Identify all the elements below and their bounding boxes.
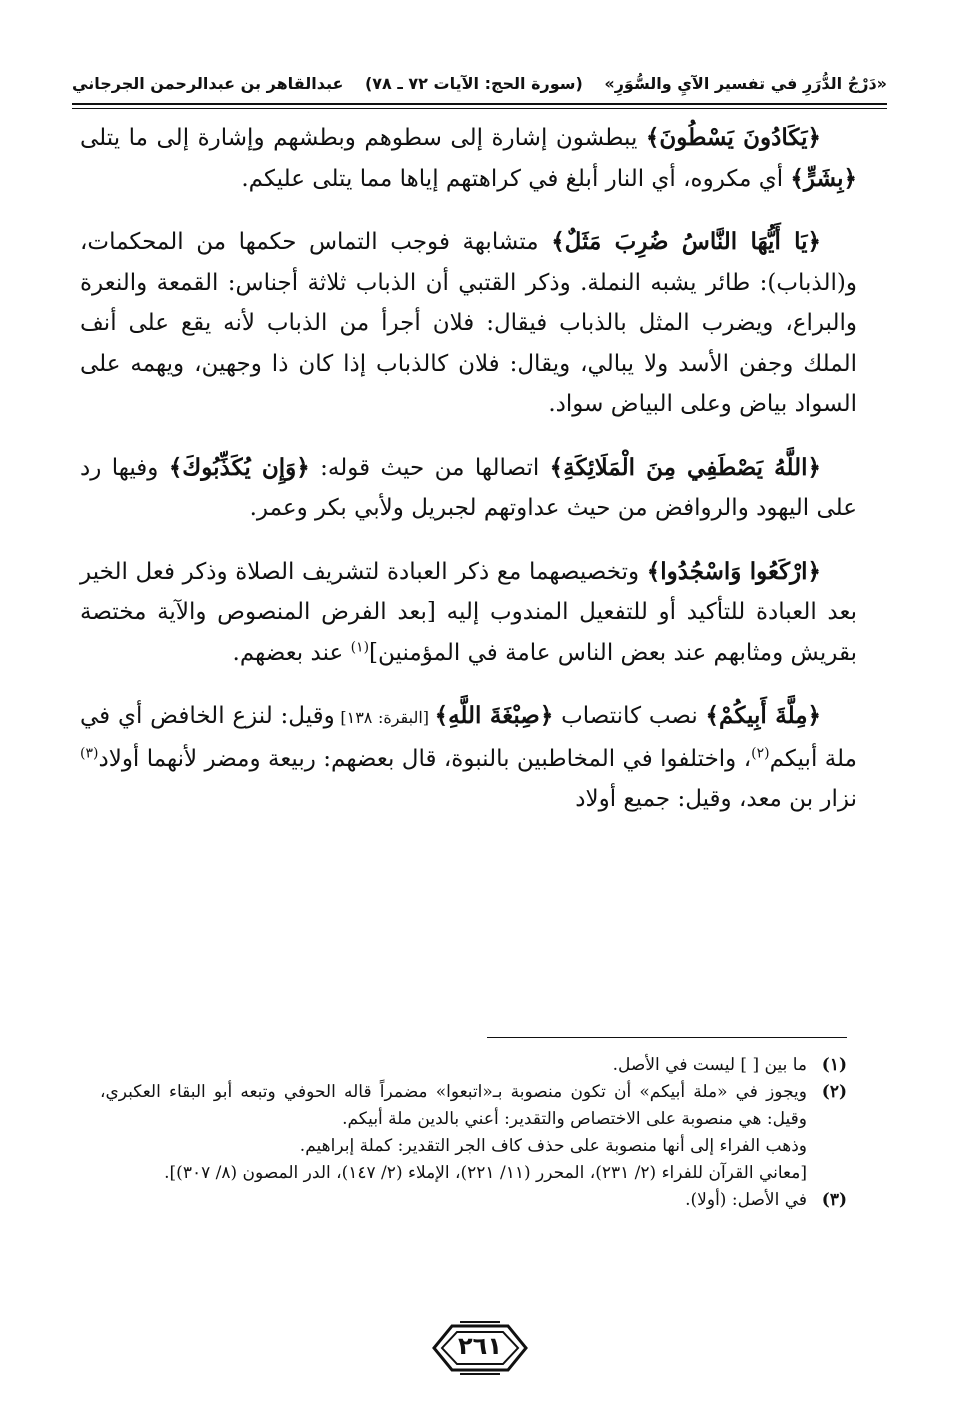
page-number-ornament [430,1320,530,1376]
commentary-text: أي مكروه، أي النار أبلغ في كراهتهم إياها مما يتلى عليكم. [241,165,791,192]
footnote-text [100,1187,807,1214]
footnote-line: ما بين [ ] ليست في الأصل. [612,1055,807,1075]
commentary-text: نصب كانتصاب [553,703,706,729]
header-book-title: «دَرْجُ الدُّرَرِ في تفسير الآيِ والسُّوَرِ» [604,73,887,93]
header-author: عبدالقاهر بن عبدالرحمن الجرجاني [72,73,344,93]
commentary-text: متشابهة فوجب التماس حكمها من المحكمات، و(الذباب): طائر يشبه النملة. وذكر القتبي أن الذباب ثلاثة أجناس: القمعة والنعرة والبراع، ويضرب المثل بالذباب فيقال: فلان أجرأ من الذباب لأنه يقع على أنف الملك وجفن الأسد ولا يبالي، ويقال: فلان كالذباب إذا كان ذا وجهين، ويهمه على السواد بياض وعلى البياض سواد. [80,229,857,417]
footnote-number: (٣) [821,1190,847,1210]
commentary-text: يبطشون إشارة إلى سطوهم وبطشهم وإشارة إلى ما يتلى [80,125,646,151]
quran-quote: ﴿اللَّهُ يَصْطَفِي مِنَ الْمَلَائِكَةِ﴾ [549,453,821,481]
footnote-line: وذهب الفراء إلى أنها منصوبة على حذف كاف الجر التقدير: كملة إبراهيم. [299,1136,807,1156]
footnote-line: في الأصل: (أولا). [685,1190,807,1210]
quran-quote: ﴿ارْكَعُوا وَاسْجُدُوا﴾ [646,557,821,585]
footnote-3 [100,1187,847,1214]
footnote-line: ويجوز في «ملة أبيكم» أن تكون منصوبة بـ«اتبعوا» مضمراً قاله الحوفي وتبعه أبو البقاء العكبري، وقيل: هي منصوبة على الاختصاص والتقدير: أعني بالدين ملة أبيكم. [100,1082,807,1129]
quran-quote: ﴿بِشَرٍّ﴾ [790,164,857,192]
commentary-text: وتخصيصهما مع ذكر العبادة لتشريف الصلاة وذكر فعل الخير بعد العبادة للتأكيد أو للتفعيل المندوب إليه [بعد الفرض المنصوص والآية مختصة بقريش ومثابهم عند بعض الناس عامة في المؤمنين] [80,558,857,666]
footnote-separator [487,1037,847,1038]
paragraph-4 [80,552,857,674]
footnote-line: [معاني القرآن للفراء (٢/ ٢٣١)، المحرر (١١/ ٢٢١)، الإملاء (٢/ ١٤٧)، الدر المصون (٨/ ٣٠٧)]. [164,1163,807,1183]
page-number: ٢٦١ [458,1332,502,1360]
footnote-marker[interactable]: (١) [350,638,370,655]
commentary-text: وفيها رد على اليهود والروافض من حيث عداوتهم لجبريل ولأبي بكر وعمر. [80,454,857,521]
footnotes [100,1052,847,1214]
header-rule-thin [72,108,887,109]
footnote-2 [100,1079,847,1187]
quran-quote: ﴿مِلَّةَ أَبِيكُمْ﴾ [705,702,822,729]
header-rule-thick [72,103,887,105]
commentary-text: نزار بن معد، وقيل: جميع أولاد [575,786,857,812]
commentary-text: وقيل: لنزع الخافض أي في ملة أبيكم [80,703,857,772]
commentary-text: اتصالها من حيث قوله: [309,454,550,481]
quran-quote: ﴿يَا أَيُّهَا النَّاسُ ضُرِبَ مَثَلٌ﴾ [551,228,821,255]
verse-reference: [البقرة: ١٣٨] [334,708,435,727]
footnote-text [100,1079,807,1187]
footnote-number: (١) [821,1055,847,1075]
footnote-marker[interactable]: (٢) [751,744,770,761]
footnote-text [100,1052,807,1079]
running-header [72,66,887,100]
header-surah-range: (سورة الحج: الآيات ٧٢ ـ ٧٨) [364,73,583,93]
commentary-text: عند بعضهم. [232,639,351,666]
paragraph-5 [80,696,857,820]
paragraph-2 [80,222,857,425]
quran-quote: ﴿يَكَادُونَ يَسْطُونَ﴾ [645,124,821,151]
quran-quote: ﴿صِبْغَةَ اللَّهِ﴾ [434,702,554,729]
paragraph-1 [80,118,857,199]
paragraph-3 [80,448,857,529]
footnote-1 [100,1052,847,1079]
footnote-marker[interactable]: (٣) [80,744,99,761]
main-text [80,118,857,843]
commentary-text: ، واختلفوا في المخاطبين بالنبوة، قال بعضهم: ربيعة ومضر لأنهما أولاد [98,745,752,772]
quran-quote: ﴿وَإِن يُكَذِّبُوكَ﴾ [168,453,310,481]
footnote-number: (٢) [821,1082,847,1102]
